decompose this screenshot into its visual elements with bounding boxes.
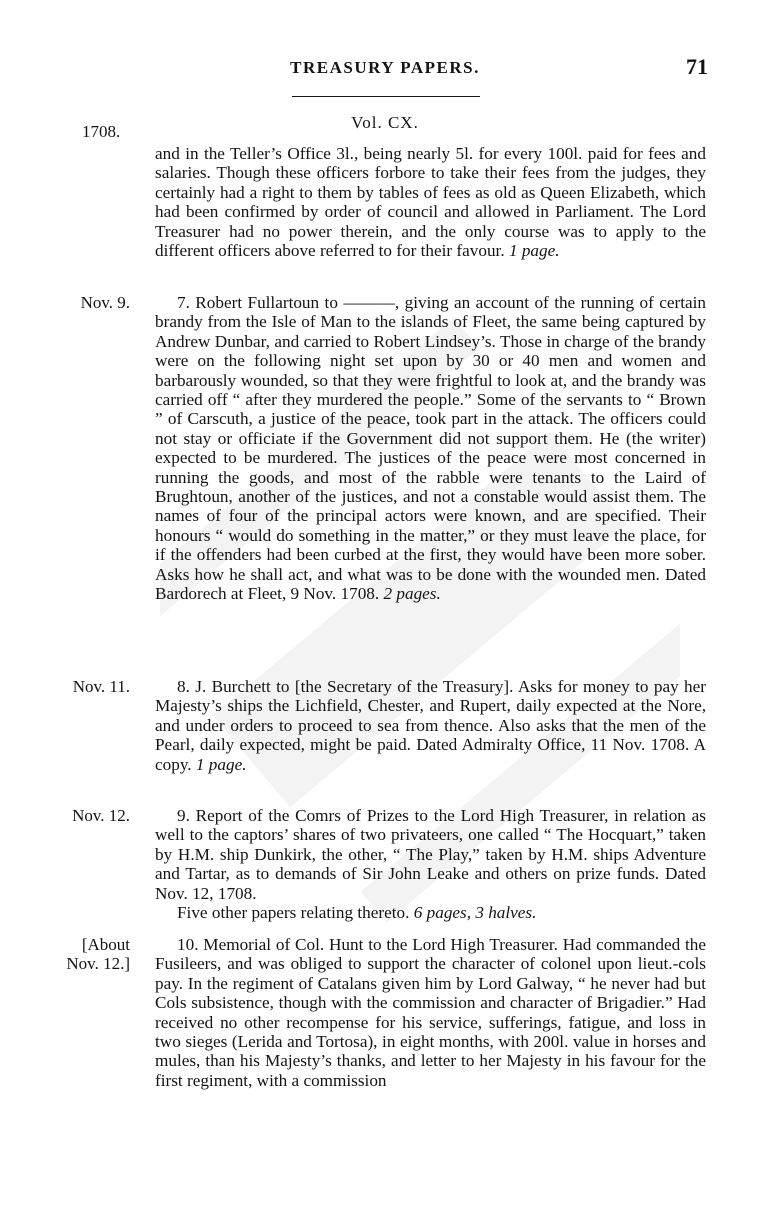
entry-item-9: [155, 806, 706, 922]
entry-date: [20, 677, 130, 696]
entry-text: 10. Memorial of Col. Hunt to the Lord High Treasurer. Had commanded the Fusileers, and was obliged to support the character of colonel upon lieut.-cols pay. In the regiment of Catalans given him by Lord Galway, “ he never had but Cols subsistence, though with the commission and character of Brigadier.” Had received no other recompense for his service, sufferings, fatigue, and loss in two sieges (Lerida and Tortosa), in eight months, with 200l. value in horses and mules, than his Majesty’s thanks, and letter to her Majesty in his favour for the first regiment, with a commission: [155, 935, 706, 1090]
entry-item-7: [155, 293, 706, 604]
entry-text: 9. Report of the Comrs of Prizes to the Lord High Treasurer, in relation as well to the captors’ shares of two privateers, one called “ The Hocquart,” taken by H.M. ship Dunkirk, the other, “ The Play,” taken by H.M. ships Adventure and Tartar, as to demands of Sir John Leake and others on prize funds. Dated Nov. 12, 1708.: [155, 806, 706, 903]
entry-pages: 1 page.: [195, 754, 247, 774]
header-rule: [292, 96, 480, 97]
date-line: Nov. 12.: [72, 806, 130, 825]
entry-pages: 2 pages.: [383, 584, 441, 604]
entry-extra: Five other papers relating thereto.: [177, 903, 410, 923]
page-number: 71: [686, 54, 708, 79]
entry-text: 7. Robert Fullartoun to ———, giving an account of the running of certain brandy from the Isle of Man to the islands of Fleet, the same being captured by Andrew Dunbar, and carried to Robert Lindsey’s. Those in charge of the brandy were on the following night set upon by 30 or 40 men and women and barbarously wounded, so that they were frightful to look at, and the brandy was carried off “ after they murdered the people.” Some of the servants to “ Brown ” of Carscuth, a justice of the peace, took part in the attack. The officers could not stay or officiate if the Government did not support them. He (the writer) expected to be murdered. The justices of the peace were most concerned in running the goods, and most of the rabble were tenants to the Laird of Brughtoun, another of the justices, and not a constable would assist them. The names of four of the principal actors were known, and are specified. Their honours “ would do something in the matter,” or they must leave the place, for if the offenders had been curbed at the first, they would have been more sober. Asks how he shall act, and what was to be done with the wounded men. Dated Bardorech at Fleet, 9 Nov. 1708.: [155, 293, 706, 604]
date-line: Nov. 11.: [72, 677, 130, 696]
entry-continuation: [155, 144, 706, 260]
entry-item-8: [155, 677, 706, 774]
entry-text: 8. J. Burchett to [the Secretary of the Treasury]. Asks for money to pay her Majesty’s ships the Lichfield, Chester, and Rupert, daily expected at the Nore, and under orders to proceed to sea from thence. Also asks that the men of the Pearl, daily expected, might be paid. Dated Admiralty Office, 11 Nov. 1708. A copy.: [155, 677, 706, 774]
entry-pages: 6 pages, 3 halves.: [413, 903, 537, 923]
date-line: [About: [81, 935, 130, 954]
entry-item-10: [155, 935, 706, 1090]
margin-year: 1708.: [82, 122, 121, 141]
running-header-title: TREASURY PAPERS.: [290, 58, 480, 77]
date-line: Nov. 9.: [80, 293, 130, 312]
date-line: Nov. 12.]: [66, 954, 130, 974]
entry-date: [20, 935, 130, 974]
entry-pages: 1 page.: [508, 241, 560, 261]
entry-date: [20, 806, 130, 825]
entry-date: [20, 293, 130, 312]
volume-heading: Vol. CX.: [351, 113, 419, 132]
entry-text: and in the Teller’s Office 3l., being nearly 5l. for every 100l. paid for fees and salaries. Though these officers forbore to take their fees from the judges, they certainly had a right to them by tables of fees as old as Queen Elizabeth, which had been confirmed by order of council and allowed in Parliament. The Lord Treasurer had no power therein, and the only course was to apply to the different officers above referred to for their favour.: [155, 144, 706, 261]
